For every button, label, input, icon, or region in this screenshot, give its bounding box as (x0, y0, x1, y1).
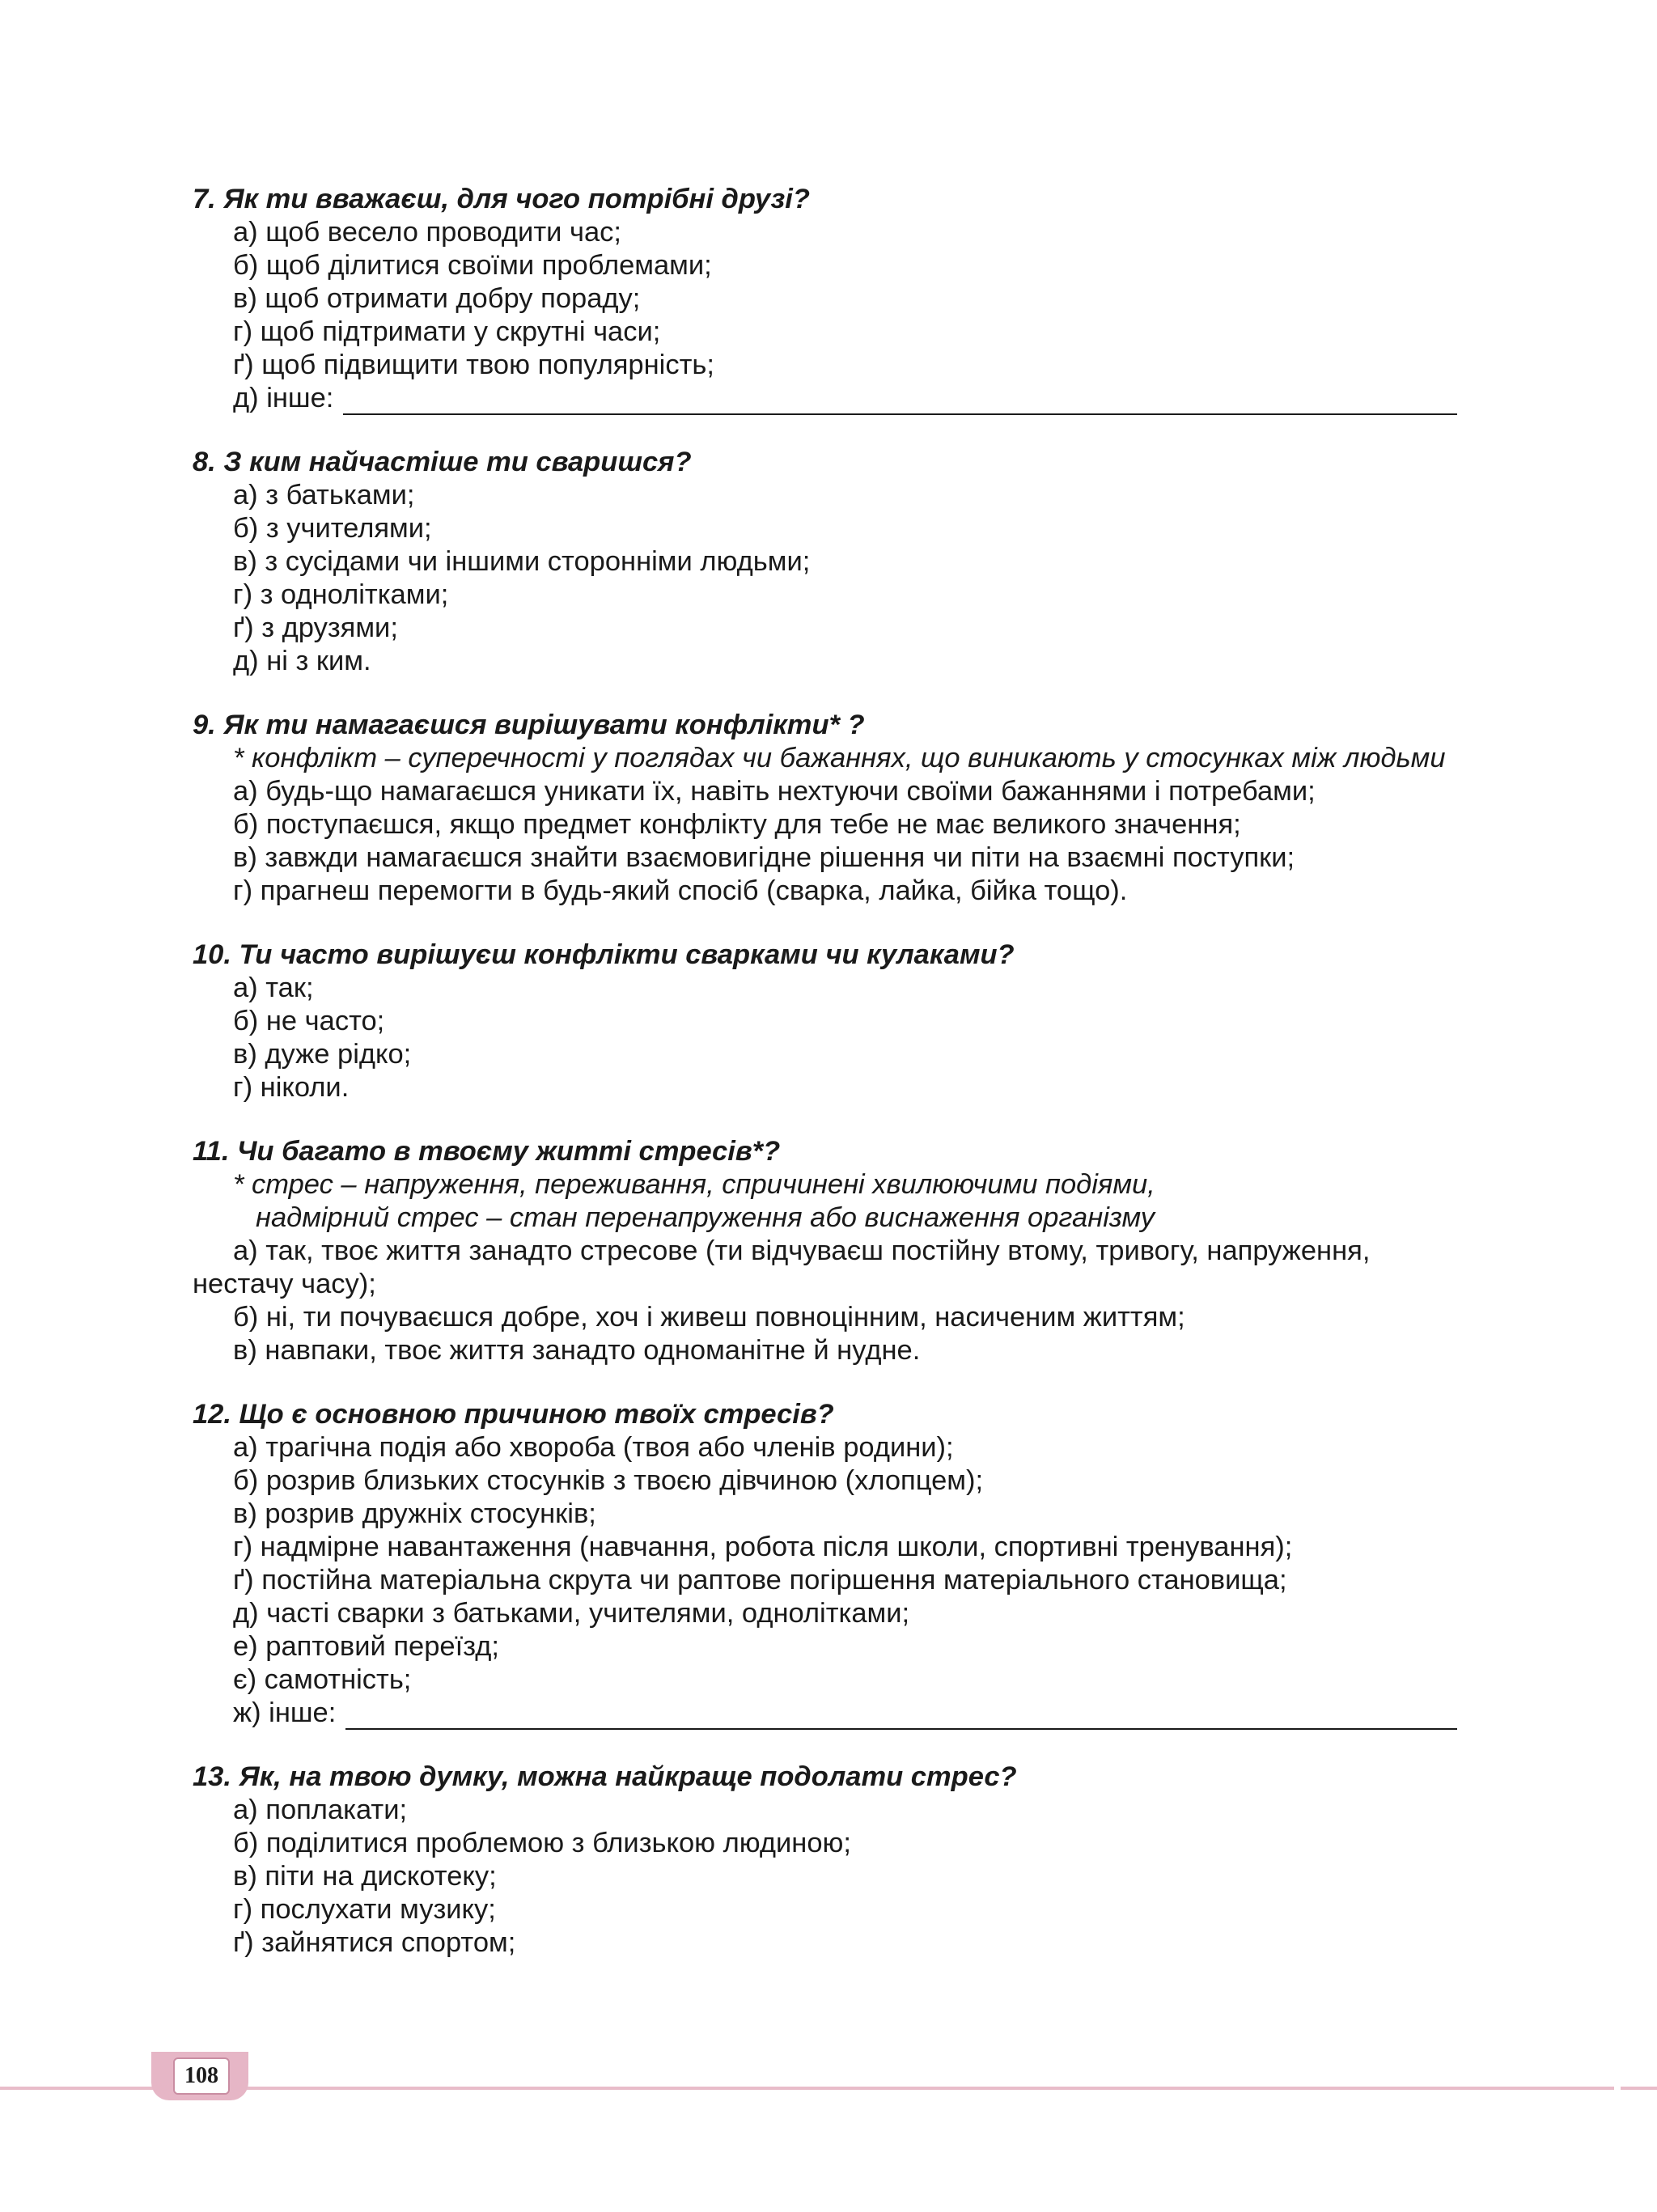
question-title: 8. З ким найчастіше ти сваришся? (193, 447, 692, 477)
option: б) не часто; (233, 1006, 385, 1036)
option: г) надмірне навантаження (навчання, робота після школи, спортивні тренування); (233, 1532, 1293, 1562)
question-title: 7. Як ти вважаєш, для чого потрібні друзі? (193, 184, 810, 214)
option: б) розрив близьких стосунків з твоєю дівчиною (хлопцем); (233, 1465, 984, 1496)
option-continuation: нестачу часу); (193, 1269, 376, 1299)
other-label: ж) інше: (233, 1697, 337, 1728)
question-11 (193, 1135, 1471, 1367)
option: б) з учителями; (233, 513, 432, 544)
page-number: 108 (173, 2057, 230, 2095)
option: а) будь-що намагаєшся уникати їх, навіть нехтуючи своїми бажаннями і потребами; (233, 776, 1316, 807)
question-title: 11. Чи багато в твоєму житті стресів*? (193, 1136, 781, 1167)
option: г) послухати музику; (233, 1894, 496, 1925)
question-9 (193, 709, 1471, 908)
other-option (193, 1697, 1471, 1730)
footnote: * конфлікт – суперечності у поглядах чи бажаннях, що виникають у стосунках між людьми (233, 743, 1446, 773)
option: г) ніколи. (233, 1072, 350, 1103)
other-option (193, 382, 1471, 415)
other-label: д) інше: (233, 383, 334, 413)
option: в) щоб отримати добру пораду; (233, 283, 641, 314)
option: а) так, твоє життя занадто стресове (ти відчуваєш постійну втому, тривогу, напруження, (233, 1235, 1371, 1266)
answer-blank-line[interactable] (345, 1701, 1457, 1730)
option: д) часті сварки з батьками, учителями, однолітками; (233, 1598, 910, 1629)
option: а) поплакати; (233, 1795, 408, 1825)
option: б) поділитися проблемою з близькою людиною; (233, 1828, 851, 1858)
option: в) піти на дискотеку; (233, 1861, 497, 1892)
option: а) щоб весело проводити час; (233, 217, 621, 248)
option: ґ) зайнятися спортом; (233, 1927, 516, 1958)
question-12 (193, 1398, 1471, 1730)
option: в) навпаки, твоє життя занадто одноманітне й нудне. (233, 1335, 921, 1366)
option: б) поступаєшся, якщо предмет конфлікту для тебе не має великого значення; (233, 809, 1241, 840)
question-title: 12. Що є основною причиною твоїх стресів? (193, 1399, 834, 1430)
option: г) з однолітками; (233, 579, 449, 610)
option: ґ) з друзями; (233, 612, 398, 643)
option: в) дуже рідко; (233, 1039, 412, 1070)
option: г) прагнеш перемогти в будь-який спосіб (сварка, лайка, бійка тощо). (233, 875, 1128, 906)
footnote: надмірний стрес – стан перенапруження або виснаження організму (256, 1202, 1155, 1233)
question-title: 9. Як ти намагаєшся вирішувати конфлікти* ? (193, 710, 865, 740)
option: а) трагічна подія або хвороба (твоя або членів родини); (233, 1432, 954, 1463)
footnote: * стрес – напруження, переживання, спричинені хвилюючими подіями, (233, 1169, 1155, 1200)
option: а) з батьками; (233, 480, 415, 511)
option: в) завжди намагаєшся знайти взаємовигідне рішення чи піти на взаємні поступки; (233, 842, 1295, 873)
question-10 (193, 939, 1471, 1104)
option: б) щоб ділитися своїми проблемами; (233, 250, 712, 281)
option: ґ) щоб підвищити твою популярність; (233, 350, 714, 380)
option: в) розрив дружніх стосунків; (233, 1498, 596, 1529)
question-title: 10. Ти часто вирішуєш конфлікти сварками чи кулаками? (193, 939, 1015, 970)
question-7 (193, 183, 1471, 415)
question-title: 13. Як, на твою думку, можна найкраще подолати стрес? (193, 1761, 1017, 1792)
option: д) ні з ким. (233, 646, 371, 676)
questionnaire (193, 183, 1471, 1990)
answer-blank-line[interactable] (343, 386, 1457, 415)
option: є) самотність; (233, 1664, 412, 1695)
option: е) раптовий переїзд; (233, 1631, 499, 1662)
option: б) ні, ти почуваєшся добре, хоч і живеш повноцінним, насиченим життям; (233, 1302, 1185, 1333)
option: г) щоб підтримати у скрутні часи; (233, 316, 661, 347)
option: а) так; (233, 973, 314, 1003)
question-13 (193, 1761, 1471, 1960)
footer-divider-end (1621, 2087, 1657, 2090)
option: в) з сусідами чи іншими сторонніми людьми; (233, 546, 811, 577)
question-8 (193, 446, 1471, 678)
option: ґ) постійна матеріальна скрута чи раптове погіршення матеріального становища; (233, 1565, 1287, 1595)
